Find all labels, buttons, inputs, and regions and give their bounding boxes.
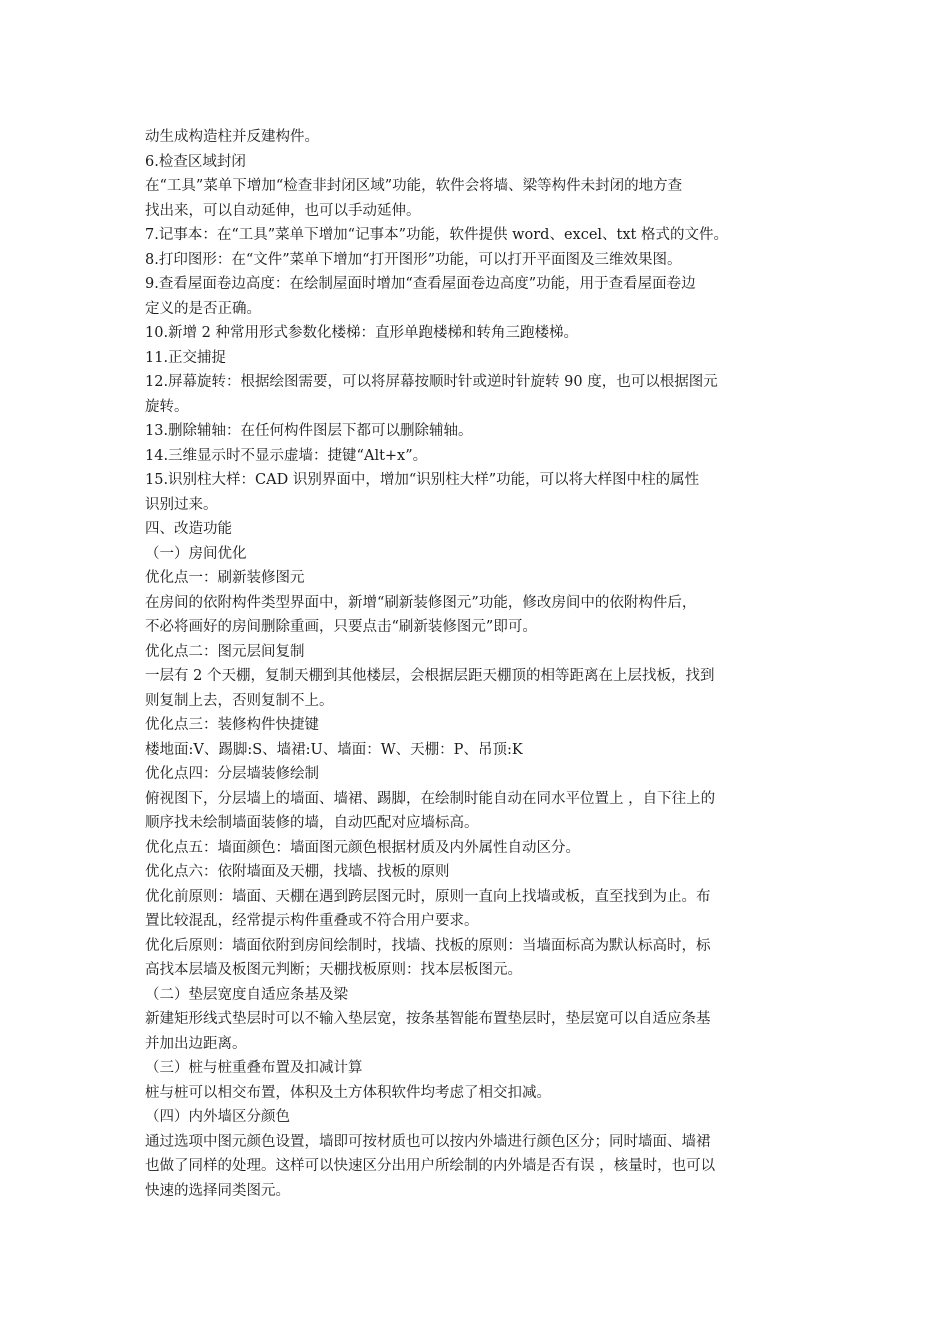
- text-line: 置比较混乱，经常提示构件重叠或不符合用户要求。: [145, 913, 479, 929]
- text-line: 优化前原则：墙面、天棚在遇到跨层图元时，原则一直向上找墙或板，直至找到为止。布: [145, 888, 711, 905]
- text-line: 优化点二：图元层间复制: [145, 643, 305, 660]
- text-line: 14.三维显示时不显示虚墙：捷键“Alt+x”。: [145, 447, 428, 464]
- text-line: 优化点六：依附墙面及天棚，找墙、找板的原则: [145, 864, 450, 880]
- text-line: 7.记事本：在“工具”菜单下增加“记事本”功能，软件提供 word、excel、txt 格式的文件。: [145, 227, 728, 243]
- text-line: （四）内外墙区分颜色: [145, 1109, 290, 1125]
- document-body: [145, 125, 813, 1203]
- text-line: 找出来，可以自动延伸，也可以手动延伸。: [145, 202, 421, 219]
- text-line: 12.屏幕旋转：根据绘图需要，可以将屏幕按顺时针或逆时针旋转 90 度，也可以根据图元: [145, 374, 718, 390]
- text-line: 优化点五：墙面颜色：墙面图元颜色根据材质及内外属性自动区分。: [145, 839, 580, 856]
- text-line: 优化后原则：墙面依附到房间绘制时，找墙、找板的原则：当墙面标高为默认标高时，标: [145, 937, 711, 954]
- text-line: 15.识别柱大样：CAD 识别界面中，增加“识别柱大样”功能，可以将大样图中柱的属性: [145, 472, 700, 488]
- text-line: 桩与桩可以相交布置，体积及土方体积软件均考虑了相交扣减。: [145, 1084, 551, 1101]
- text-line: 识别过来。: [145, 496, 218, 513]
- text-line: 一层有 2 个天棚，复制天棚到其他楼层，会根据层距天棚顶的相等距离在上层找板，找到: [145, 668, 715, 684]
- text-line: 定义的是否正确。: [145, 300, 261, 317]
- text-line: （三）桩与桩重叠布置及扣减计算: [145, 1060, 363, 1076]
- text-line: 优化点三：装修构件快捷键: [145, 717, 319, 733]
- text-line: 并加出边距离。: [145, 1035, 247, 1052]
- text-line: 优化点一：刷新装修图元: [145, 570, 305, 586]
- text-line: 新建矩形线式垫层时可以不输入垫层宽，按条基智能布置垫层时，垫层宽可以自适应条基: [145, 1011, 711, 1027]
- text-line: 动生成构造柱并反建构件。: [145, 129, 319, 145]
- text-line: 优化点四：分层墙装修绘制: [145, 766, 319, 782]
- text-line: 俯视图下，分层墙上的墙面、墙裙、踢脚，在绘制时能自动在同水平位置上 ，自下往上的: [145, 790, 716, 807]
- text-line: 顺序找未绘制墙面装修的墙，自动匹配对应墙标高。: [145, 815, 479, 831]
- text-line: （一）房间优化: [145, 545, 247, 562]
- text-line: 11.正交捕捉: [145, 349, 227, 366]
- text-line: 楼地面:V、踢脚:S、墙裙:U、墙面：W、天棚：P、吊顶:K: [145, 741, 523, 758]
- text-line: 13.删除辅轴：在任何构件图层下都可以删除辅轴。: [145, 423, 473, 439]
- text-line: 9.查看屋面卷边高度：在绘制屋面时增加“查看屋面卷边高度”功能，用于查看屋面卷边: [145, 276, 696, 292]
- text-line: 旋转。: [145, 398, 189, 415]
- text-line: 快速的选择同类图元。: [145, 1182, 290, 1199]
- text-line: 高找本层墙及板图元判断；天棚找板原则：找本层板图元。: [145, 962, 522, 978]
- text-line: 在“工具”菜单下增加“检查非封闭区域”功能，软件会将墙、梁等构件未封闭的地方查: [145, 178, 683, 194]
- text-line: 四、改造功能: [145, 521, 232, 537]
- text-line: 8.打印图形：在“文件”菜单下增加“打开图形”功能，可以打开平面图及三维效果图。: [145, 251, 682, 268]
- text-line: 则复制上去，否则复制不上。: [145, 692, 334, 709]
- text-line: 在房间的依附构件类型界面中，新增“刷新装修图元”功能，修改房间中的依附构件后，: [145, 594, 697, 611]
- text-line: 也做了同样的处理。这样可以快速区分出用户所绘制的内外墙是否有误 ，核量时，也可以: [145, 1158, 716, 1174]
- text-line: 通过选项中图元颜色设置，墙即可按材质也可以按内外墙进行颜色区分；同时墙面、墙裙: [145, 1133, 711, 1150]
- text-line: 不必将画好的房间删除重画，只要点击“刷新装修图元”即可。: [145, 619, 537, 635]
- text-line: 6.检查区域封闭: [145, 153, 246, 170]
- text-line: （二）垫层宽度自适应条基及梁: [145, 986, 348, 1003]
- text-line: 10.新增 2 种常用形式参数化楼梯：直形单跑楼梯和转角三跑楼梯。: [145, 325, 579, 341]
